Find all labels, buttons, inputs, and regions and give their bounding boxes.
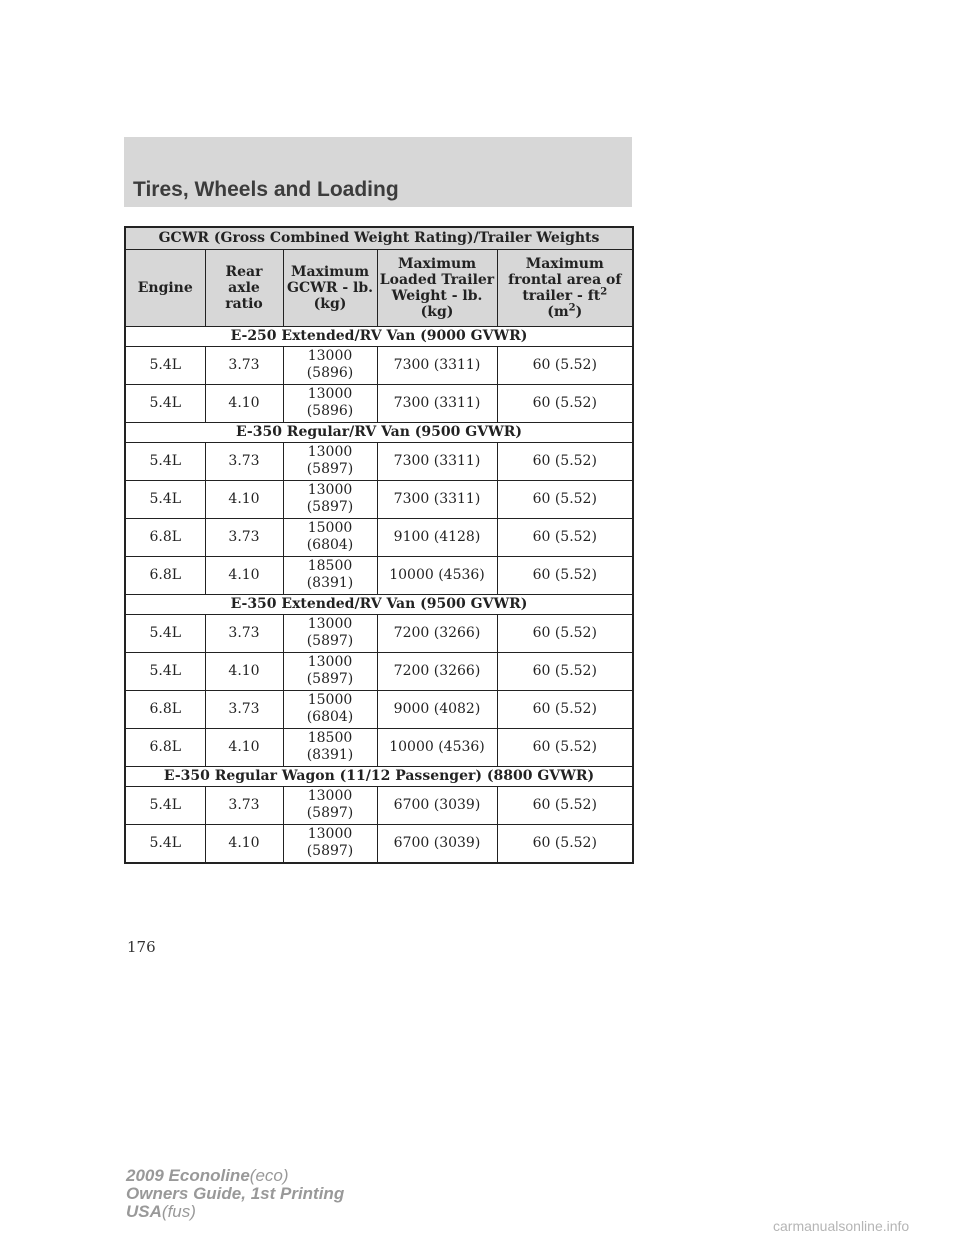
cell-engine: 5.4L xyxy=(125,615,205,653)
cell-gcwr: 18500 (8391) xyxy=(283,729,377,767)
cell-trailer: 7300 (3311) xyxy=(377,347,497,385)
table-row xyxy=(125,729,633,767)
cell-area: 60 (5.52) xyxy=(497,519,633,557)
table-row xyxy=(125,347,633,385)
document-footer xyxy=(126,1167,344,1221)
cell-area: 60 (5.52) xyxy=(497,653,633,691)
cell-gcwr: 13000 (5897) xyxy=(283,825,377,864)
group-row xyxy=(125,767,633,787)
table-body xyxy=(125,327,633,864)
cell-trailer: 9000 (4082) xyxy=(377,691,497,729)
footer-line-2: Owners Guide, 1st Printing xyxy=(126,1184,345,1203)
cell-area: 60 (5.52) xyxy=(497,385,633,423)
cell-axle: 4.10 xyxy=(205,825,283,864)
group-title: E-350 Regular/RV Van (9500 GVWR) xyxy=(125,423,633,443)
table-row xyxy=(125,443,633,481)
cell-axle: 3.73 xyxy=(205,443,283,481)
cell-engine: 5.4L xyxy=(125,347,205,385)
header-engine: Engine xyxy=(125,250,205,327)
cell-area: 60 (5.52) xyxy=(497,481,633,519)
cell-area: 60 (5.52) xyxy=(497,557,633,595)
cell-engine: 6.8L xyxy=(125,691,205,729)
footer-line-3: USA(fus) xyxy=(126,1202,196,1221)
table-row xyxy=(125,825,633,864)
cell-engine: 5.4L xyxy=(125,787,205,825)
cell-engine: 6.8L xyxy=(125,729,205,767)
cell-trailer: 6700 (3039) xyxy=(377,825,497,864)
cell-gcwr: 13000 (5897) xyxy=(283,615,377,653)
cell-gcwr: 18500 (8391) xyxy=(283,557,377,595)
cell-engine: 5.4L xyxy=(125,481,205,519)
cell-trailer: 7200 (3266) xyxy=(377,653,497,691)
page-number: 176 xyxy=(127,938,156,956)
cell-area: 60 (5.52) xyxy=(497,443,633,481)
cell-axle: 4.10 xyxy=(205,385,283,423)
cell-trailer: 9100 (4128) xyxy=(377,519,497,557)
group-row xyxy=(125,327,633,347)
cell-engine: 6.8L xyxy=(125,519,205,557)
cell-engine: 6.8L xyxy=(125,557,205,595)
group-row xyxy=(125,595,633,615)
cell-gcwr: 13000 (5897) xyxy=(283,481,377,519)
cell-area: 60 (5.52) xyxy=(497,729,633,767)
cell-trailer: 7200 (3266) xyxy=(377,615,497,653)
group-title: E-350 Extended/RV Van (9500 GVWR) xyxy=(125,595,633,615)
cell-area: 60 (5.52) xyxy=(497,787,633,825)
table-row xyxy=(125,519,633,557)
cell-axle: 4.10 xyxy=(205,729,283,767)
cell-axle: 4.10 xyxy=(205,481,283,519)
header-max-frontal-area: Maximum frontal area of trailer - $ft^2$ $(m^2)$ xyxy=(497,250,633,327)
cell-trailer: 10000 (4536) xyxy=(377,557,497,595)
cell-gcwr: 13000 (5896) xyxy=(283,347,377,385)
header-axle-ratio: Rear axle ratio xyxy=(205,250,283,327)
header-max-trailer-weight: Maximum Loaded Trailer Weight - lb. (kg) xyxy=(377,250,497,327)
table-row xyxy=(125,787,633,825)
footer-line-1: 2009 Econoline(eco) xyxy=(126,1166,289,1185)
cell-gcwr: 13000 (5896) xyxy=(283,385,377,423)
cell-area: 60 (5.52) xyxy=(497,347,633,385)
group-row xyxy=(125,423,633,443)
cell-axle: 3.73 xyxy=(205,691,283,729)
table-caption-row xyxy=(125,227,633,250)
cell-trailer: 10000 (4536) xyxy=(377,729,497,767)
cell-axle: 3.73 xyxy=(205,519,283,557)
cell-engine: 5.4L xyxy=(125,653,205,691)
group-title: E-350 Regular Wagon (11/12 Passenger) (8800 GVWR) xyxy=(125,767,633,787)
cell-engine: 5.4L xyxy=(125,443,205,481)
cell-axle: 4.10 xyxy=(205,653,283,691)
cell-gcwr: 13000 (5897) xyxy=(283,787,377,825)
cell-trailer: 7300 (3311) xyxy=(377,385,497,423)
cell-trailer: 6700 (3039) xyxy=(377,787,497,825)
table-row xyxy=(125,615,633,653)
cell-engine: 5.4L xyxy=(125,825,205,864)
gcwr-table xyxy=(124,226,634,864)
header-max-gcwr: Maximum GCWR - lb. (kg) xyxy=(283,250,377,327)
table-header-row xyxy=(125,250,633,327)
table-row xyxy=(125,653,633,691)
cell-axle: 3.73 xyxy=(205,347,283,385)
table-row xyxy=(125,385,633,423)
cell-trailer: 7300 (3311) xyxy=(377,443,497,481)
table-row xyxy=(125,691,633,729)
cell-area: 60 (5.52) xyxy=(497,825,633,864)
cell-axle: 3.73 xyxy=(205,787,283,825)
table-row xyxy=(125,557,633,595)
watermark: carmanualsonline.info xyxy=(773,1218,910,1234)
section-title: Tires, Wheels and Loading xyxy=(133,178,399,201)
group-title: E-250 Extended/RV Van (9000 GVWR) xyxy=(125,327,633,347)
cell-area: 60 (5.52) xyxy=(497,691,633,729)
cell-axle: 4.10 xyxy=(205,557,283,595)
cell-axle: 3.73 xyxy=(205,615,283,653)
cell-gcwr: 15000 (6804) xyxy=(283,519,377,557)
cell-area: 60 (5.52) xyxy=(497,615,633,653)
cell-gcwr: 13000 (5897) xyxy=(283,443,377,481)
cell-trailer: 7300 (3311) xyxy=(377,481,497,519)
cell-gcwr: 15000 (6804) xyxy=(283,691,377,729)
table-row xyxy=(125,481,633,519)
table-caption: GCWR (Gross Combined Weight Rating)/Trailer Weights xyxy=(125,227,633,250)
cell-engine: 5.4L xyxy=(125,385,205,423)
cell-gcwr: 13000 (5897) xyxy=(283,653,377,691)
